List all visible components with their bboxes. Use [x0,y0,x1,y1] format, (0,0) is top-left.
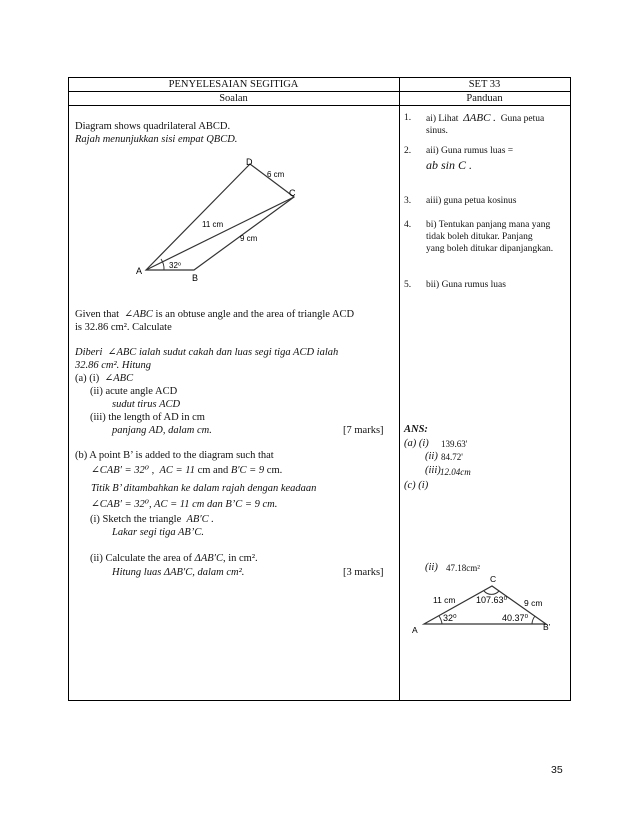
answer-a-ii: 84.72' [441,452,463,462]
quadrilateral-shape [146,164,294,270]
table-row-divider-2 [68,105,571,106]
table-left-border [68,77,69,701]
part-b-malay: Titik B’ ditambahkan ke dalam rajah dengan keadaan [91,483,317,494]
answers-title: ANS: [404,424,428,435]
angle-abc-math-ms: ∠ABC [107,347,137,358]
panduan-2: aii) Guna rumus luas = [426,146,514,156]
table-bottom-border [68,700,571,701]
table-row-divider-1 [68,91,571,92]
column-panduan: Panduan [466,93,503,104]
angle-arc [161,259,164,270]
panduan-1-number: 1. [404,113,412,123]
part-a-iii: (iii) the length of AD in cm [90,412,205,423]
tri-angle-c: 107.63⁰ [476,595,508,605]
marks-b: [3 marks] [343,567,384,578]
vertex-c-label: C [289,188,296,198]
tri-angle-a: 32⁰ [443,613,457,623]
answer-c-i-label: (c) (i) [404,480,429,491]
panduan-1: ai) Lihat ΔABC . Guna petua [426,112,545,124]
angle-a-arc [439,616,442,624]
vertex-d-label: D [246,157,253,167]
part-b-ii-malay: Hitung luas ΔAB′C, dalam cm². [112,567,245,578]
answer-a-iii-label: (iii) [425,465,441,476]
part-b-i-malay: Lakar segi tiga AB’C. [112,527,204,538]
answer-b-ii: 47.18cm² [446,563,480,573]
vertex-b-label: B [192,273,199,283]
angle-c-arc [484,591,499,594]
intro-malay: Rajah menunjukkan sisi empat QBCD. [75,134,238,145]
part-b-condition: ∠CAB′ = 32⁰ , AC = 11 cm and B′C = 9 cm. [91,465,283,476]
topic-title: PENYELESAIAN SEGITIGA [168,79,299,90]
angle-abc-math: ∠ABC [124,309,153,320]
tri-vertex-b: B’ [543,622,551,632]
answer-a-iii: 12.04cm [440,467,471,477]
panduan-3: aiii) guna petua kosinus [426,196,517,206]
diagonal-ac [146,197,294,270]
given-malay-line2: 32.86 cm². Hitung [75,360,152,371]
vertex-a-label: A [136,266,143,276]
panduan-1-cont: sinus. [426,126,448,136]
panduan-4-line3: yang boleh ditukar dipanjangkan. [426,244,554,254]
panduan-2-formula: ab sin C . [426,158,473,172]
triangle-sketch [408,572,568,642]
length-ac-label: 11 cm [202,220,224,229]
panduan-4-line2: tidak boleh ditukar. Panjang [426,232,533,242]
answer-b-ii-label: (ii) [425,562,438,573]
length-bc-label: 9 cm [240,234,258,243]
panduan-2-number: 2. [404,146,412,156]
panduan-4-line1: bi) Tentukan panjang mana yang [426,220,551,230]
tri-vertex-c: C [490,574,497,584]
tri-side-bc: 9 cm [524,598,543,608]
angle-a-label: 32⁰ [169,261,182,270]
part-a-iii-malay: panjang AD, dalam cm. [112,425,212,436]
answer-a-i: 139.63' [441,439,468,449]
column-soalan: Soalan [219,93,248,104]
given-english-line1: Given that ∠ABC is an obtuse angle and the area of triangle ACD [75,309,355,320]
part-b-intro: (b) A point B’ is added to the diagram such that [75,450,274,461]
table-right-border [570,77,571,701]
tri-side-ac: 11 cm [433,595,456,605]
part-b-i: (i) Sketch the triangle AB′C . [90,514,214,525]
length-dc-label: 6 cm [267,170,285,179]
given-english-line2: is 32.86 cm². Calculate [75,322,172,333]
panduan-5: bii) Guna rumus luas [426,280,506,290]
panduan-3-number: 3. [404,196,412,206]
panduan-5-number: 5. [404,280,412,290]
part-b-ii: (ii) Calculate the area of ΔAB′C, in cm². [90,553,258,564]
tri-vertex-a: A [412,625,418,635]
set-label: SET 33 [468,79,501,90]
table-top-border [68,77,571,78]
part-b-malay-condition: ∠CAB′ = 32⁰, AC = 11 cm dan B’C = 9 cm. [91,499,278,510]
tri-angle-b: 40.37⁰ [502,613,529,623]
part-a-i: (a) (i) ∠ABC [75,373,134,384]
table-middle-border [399,77,400,701]
panduan-4-number: 4. [404,220,412,230]
given-malay-line1: Diberi ∠ABC ialah sudut cakah dan luas segi tiga ACD ialah [75,347,339,358]
part-a-ii: (ii) acute angle ACD [90,386,178,397]
part-a-ii-malay: sudut tirus ACD [112,399,181,410]
angle-b-arc [532,616,535,624]
marks-a: [7 marks] [343,425,384,436]
answer-a-i-label: (a) (i) [404,438,429,449]
intro-english: Diagram shows quadrilateral ABCD. [75,121,231,132]
quadrilateral-diagram [134,155,334,285]
answer-a-ii-label: (ii) [425,451,438,462]
page-number: 35 [551,764,563,776]
